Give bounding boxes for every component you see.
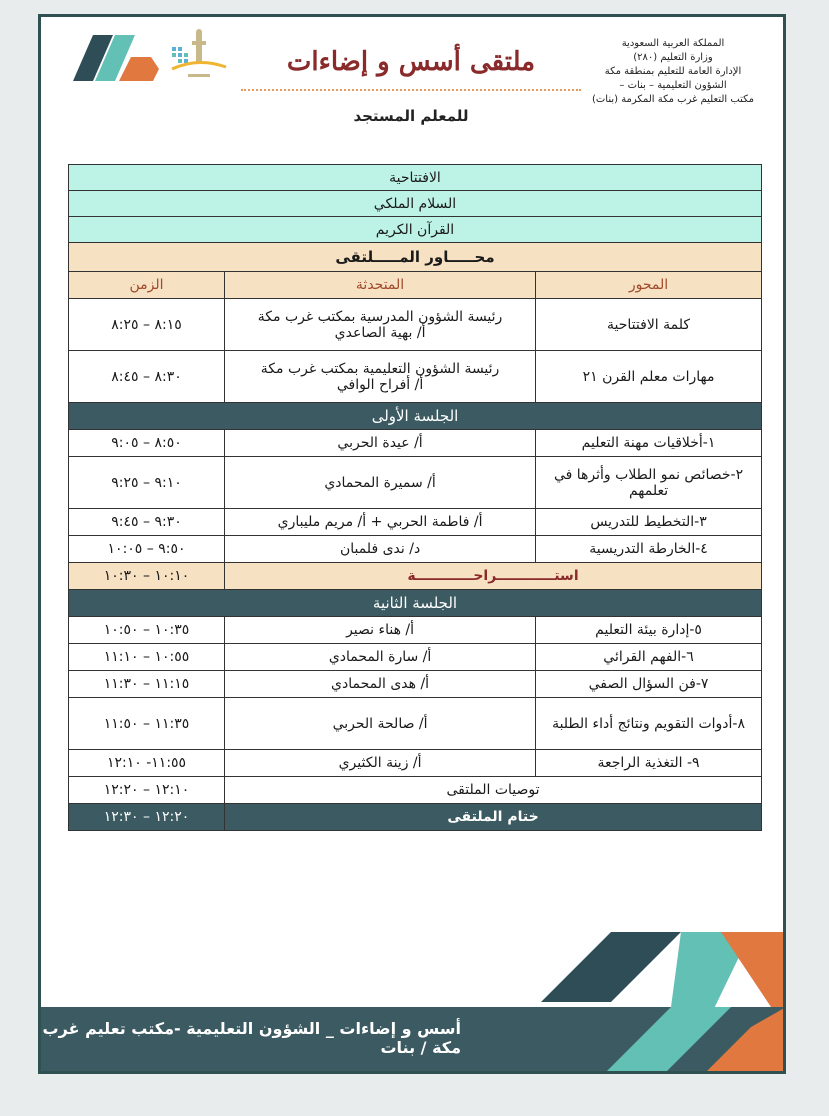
table-row [69,617,762,644]
closing-row [69,804,762,831]
time-cell: ١١:١٥ – ١١:٣٠ [69,671,225,698]
table-row [69,644,762,671]
break-label: استــــــــــــراحــــــــــــة [225,563,762,590]
footer-accent-icon [601,1007,786,1074]
page-subtitle: للمعلم المستجد [353,107,469,125]
ministry-line: وزارة التعليم (٢٨٠) [633,52,713,63]
topic-cell: ٧-فن السؤال الصفي [536,671,762,698]
time-cell: ١٠:١٠ – ١٠:٣٠ [69,563,225,590]
opening-row: القرآن الكريم [69,217,762,243]
topic-cell: ١-أخلاقيات مهنة التعليم [536,430,762,457]
ministry-line: الإدارة العامة للتعليم بمنطقة مكة [604,66,742,77]
time-cell: ١٠:٥٥ – ١١:١٠ [69,644,225,671]
agenda-page [38,14,786,1074]
break-row [69,563,762,590]
table-row [69,698,762,750]
table-row [69,509,762,536]
time-cell: ١٢:٢٠ – ١٢:٣٠ [69,804,225,831]
closing-label: ختام الملتقى [225,804,762,831]
ministry-line: المملكة العربية السعودية [621,38,725,49]
topic-cell: كلمة الافتتاحية [536,299,762,351]
speaker-cell: أ/ زينة الكثيري [225,750,536,777]
table-row [69,671,762,698]
time-cell: ١٢:١٠ – ١٢:٢٠ [69,777,225,804]
table-row [69,351,762,403]
speaker-title: رئيسة الشؤون المدرسية بمكتب غرب مكة [257,308,503,325]
recommendations-label: توصيات الملتقى [225,777,762,804]
speaker-cell: أ/ سارة المحمادي [225,644,536,671]
topic-cell: ٨-أدوات التقويم ونتائج أداء الطلبة [536,698,762,750]
speaker-cell: أ/ هناء نصير [225,617,536,644]
session-title: الجلسة الأولى [69,403,762,430]
speaker-cell: أ/ هدى المحمادي [225,671,536,698]
speaker-cell: د/ ندى فلمبان [225,536,536,563]
speaker-cell [225,299,536,351]
topic-cell: ٣-التخطيط للتدريس [536,509,762,536]
title-divider [241,89,581,91]
agenda-table [68,164,762,831]
table-row [69,750,762,777]
ministry-header [573,37,773,107]
speaker-cell: أ/ عيدة الحربي [225,430,536,457]
speaker-cell [225,351,536,403]
opening-row: الافتتاحية [69,165,762,191]
speaker-cell: أ/ فاطمة الحربي + أ/ مريم مليباري [225,509,536,536]
column-header-speaker: المتحدثة [225,272,536,299]
opening-row: السلام الملكي [69,191,762,217]
speaker-cell: أ/ صالحة الحربي [225,698,536,750]
speaker-name: أ/ بهية الصاعدي [334,324,426,341]
topic-cell: ٢-خصائص نمو الطلاب وأثرها في تعلمهم [536,457,762,509]
column-header-time: الزمن [69,272,225,299]
column-header-topic: المحور [536,272,762,299]
vision-emblem-icon [166,27,230,83]
time-cell: ٩:٥٠ – ١٠:٠٥ [69,536,225,563]
time-cell: ١١:٣٥ – ١١:٥٠ [69,698,225,750]
speaker-name: أ/ أفراح الوافي [336,376,424,393]
topic-cell: ٥-إدارة بيئة التعليم [536,617,762,644]
time-cell: ٨:٣٠ – ٨:٤٥ [69,351,225,403]
speaker-cell: أ/ سميرة المحمادي [225,457,536,509]
time-cell: ٩:١٠ – ٩:٢٥ [69,457,225,509]
recommendations-row [69,777,762,804]
time-cell: ٩:٣٠ – ٩:٤٥ [69,509,225,536]
time-cell: ٨:٥٠ – ٩:٠٥ [69,430,225,457]
time-cell: ١١:٥٥- ١٢:١٠ [69,750,225,777]
axes-title: محـــــاور المـــــلتقى [69,243,762,272]
topic-cell: ٩- التغذية الراجعة [536,750,762,777]
session-title: الجلسة الثانية [69,590,762,617]
time-cell: ٨:١٥ – ٨:٢٥ [69,299,225,351]
speaker-title: رئيسة الشؤون التعليمية بمكتب غرب مكة [260,360,500,377]
page-title: ملتقى أسس و إضاءات [286,47,536,77]
ministry-line: مكتب التعليم غرب مكة المكرمة (بنات) [591,94,755,105]
brand-logo-icon [73,35,159,81]
footer-text: أسس و إضاءات _ الشؤون التعليمية -مكتب تعليم غرب مكة / بنات [42,1019,461,1057]
table-row [69,457,762,509]
topic-cell: ٤-الخارطة التدريسية [536,536,762,563]
table-row [69,430,762,457]
topic-cell: مهارات معلم القرن ٢١ [536,351,762,403]
table-row [69,299,762,351]
topic-cell: ٦-الفهم القرائي [536,644,762,671]
table-row [69,536,762,563]
ministry-line: الشؤون التعليمية – بنات – [619,80,727,91]
time-cell: ١٠:٣٥ – ١٠:٥٠ [69,617,225,644]
